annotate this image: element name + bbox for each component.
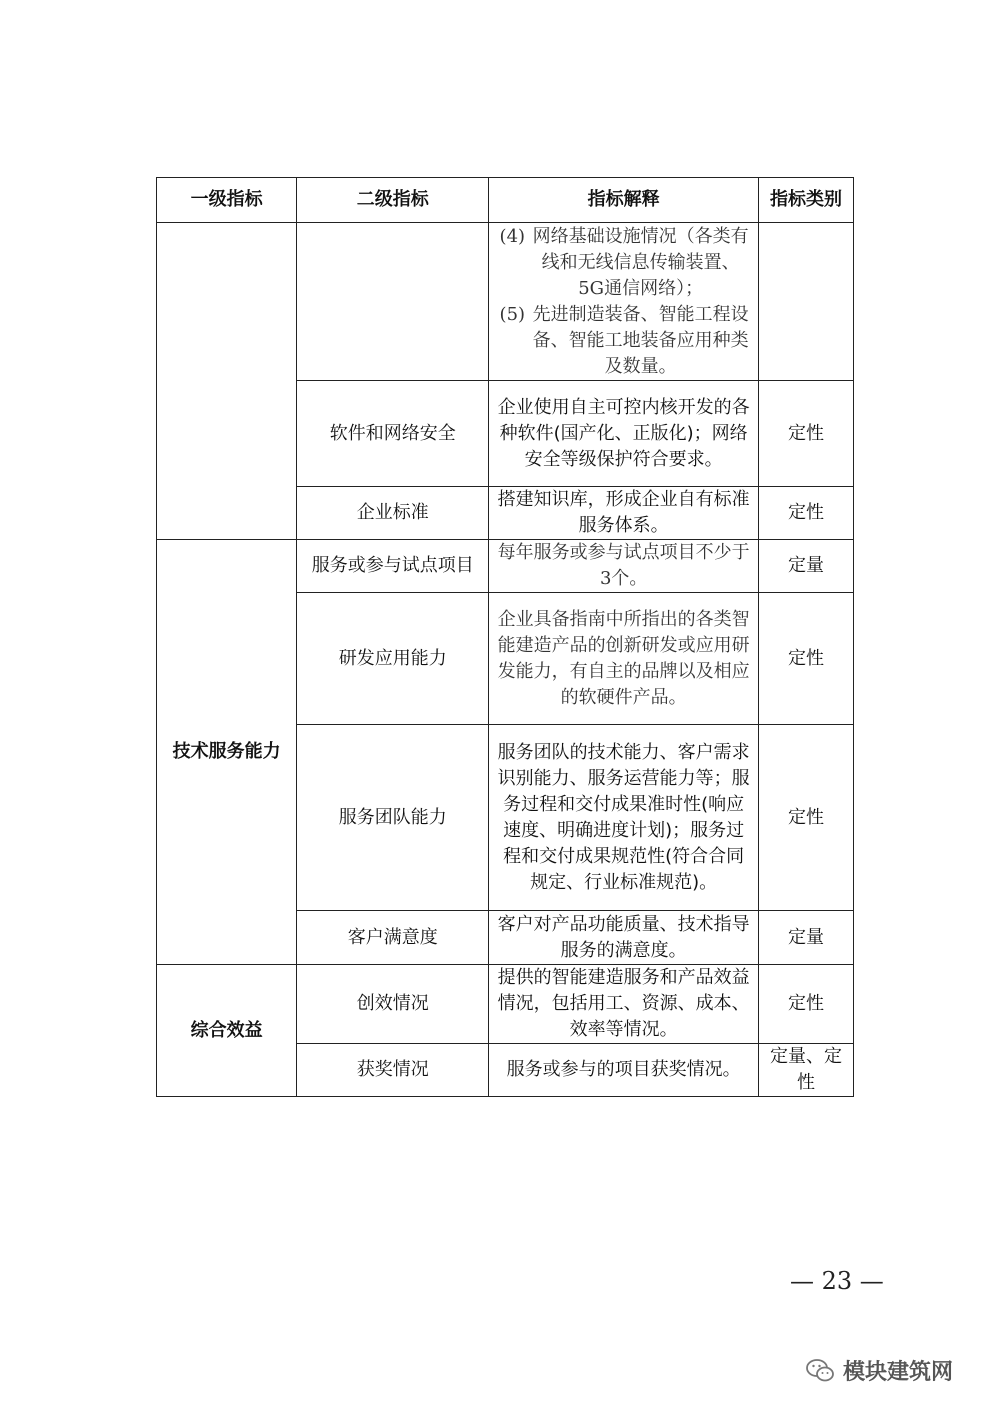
- table-row: [157, 965, 854, 1044]
- item-text: 网络基础设施情况（各类有线和无线信息传输装置、5G通信网络）；: [532, 225, 749, 299]
- list-item: [495, 224, 752, 302]
- explanation-cell: 服务或参与的项目获奖情况。: [489, 1044, 759, 1097]
- header-level1: 一级指标: [157, 178, 297, 223]
- level2-cell: 服务或参与试点项目: [297, 540, 489, 593]
- category-cell: 定性: [759, 725, 854, 911]
- indicator-table: [156, 177, 854, 1097]
- item-text: 先进制造装备、智能工程设备、智能工地装备应用种类及数量。: [532, 303, 749, 377]
- watermark: [805, 1355, 953, 1386]
- category-cell: 定性: [759, 381, 854, 487]
- table-header-row: [157, 178, 854, 223]
- item-number: (5): [499, 303, 526, 325]
- category-cell: 定量: [759, 540, 854, 593]
- header-category: 指标类别: [759, 178, 854, 223]
- watermark-text: 模块建筑网: [843, 1360, 954, 1385]
- explanation-cell: 企业具备指南中所指出的各类智能建造产品的创新研发或应用研发能力，有自主的品牌以及相应的软硬件产品。: [489, 593, 759, 725]
- level2-cell: 获奖情况: [297, 1044, 489, 1097]
- table-row: [157, 223, 854, 381]
- level2-cell: 创效情况: [297, 965, 489, 1044]
- list-item: [495, 302, 752, 380]
- explanation-cell: 提供的智能建造服务和产品效益情况，包括用工、资源、成本、效率等情况。: [489, 965, 759, 1044]
- wechat-icon: [805, 1358, 835, 1384]
- explanation-cell: [489, 223, 759, 381]
- explanation-cell: 客户对产品功能质量、技术指导服务的满意度。: [489, 911, 759, 965]
- explanation-cell: 每年服务或参与试点项目不少于3个。: [489, 540, 759, 593]
- item-number: (4): [499, 225, 526, 247]
- explanation-cell: 企业使用自主可控内核开发的各种软件(国产化、正版化)；网络安全等级保护符合要求。: [489, 381, 759, 487]
- level1-cell: 技术服务能力: [157, 540, 297, 965]
- level2-cell: 企业标准: [297, 487, 489, 540]
- header-level2: 二级指标: [297, 178, 489, 223]
- level2-cell: 客户满意度: [297, 911, 489, 965]
- level2-cell: 研发应用能力: [297, 593, 489, 725]
- level2-cell: [297, 223, 489, 381]
- explanation-cell: 服务团队的技术能力、客户需求识别能力、服务运营能力等；服务过程和交付成果准时性(响应速度、明确进度计划)；服务过程和交付成果规范性(符合合同规定、行业标准规范)。: [489, 725, 759, 911]
- level1-cell-continued: [157, 223, 297, 540]
- category-cell: 定性: [759, 965, 854, 1044]
- category-cell: 定性: [759, 487, 854, 540]
- page-number: — 23 —: [790, 1267, 884, 1295]
- category-cell: 定量、定性: [759, 1044, 854, 1097]
- category-cell: 定量: [759, 911, 854, 965]
- level2-cell: 软件和网络安全: [297, 381, 489, 487]
- header-explanation: 指标解释: [489, 178, 759, 223]
- category-cell: [759, 223, 854, 381]
- table-row: [157, 540, 854, 593]
- category-cell: 定性: [759, 593, 854, 725]
- level1-cell: 综合效益: [157, 965, 297, 1097]
- explanation-cell: 搭建知识库，形成企业自有标准服务体系。: [489, 487, 759, 540]
- level2-cell: 服务团队能力: [297, 725, 489, 911]
